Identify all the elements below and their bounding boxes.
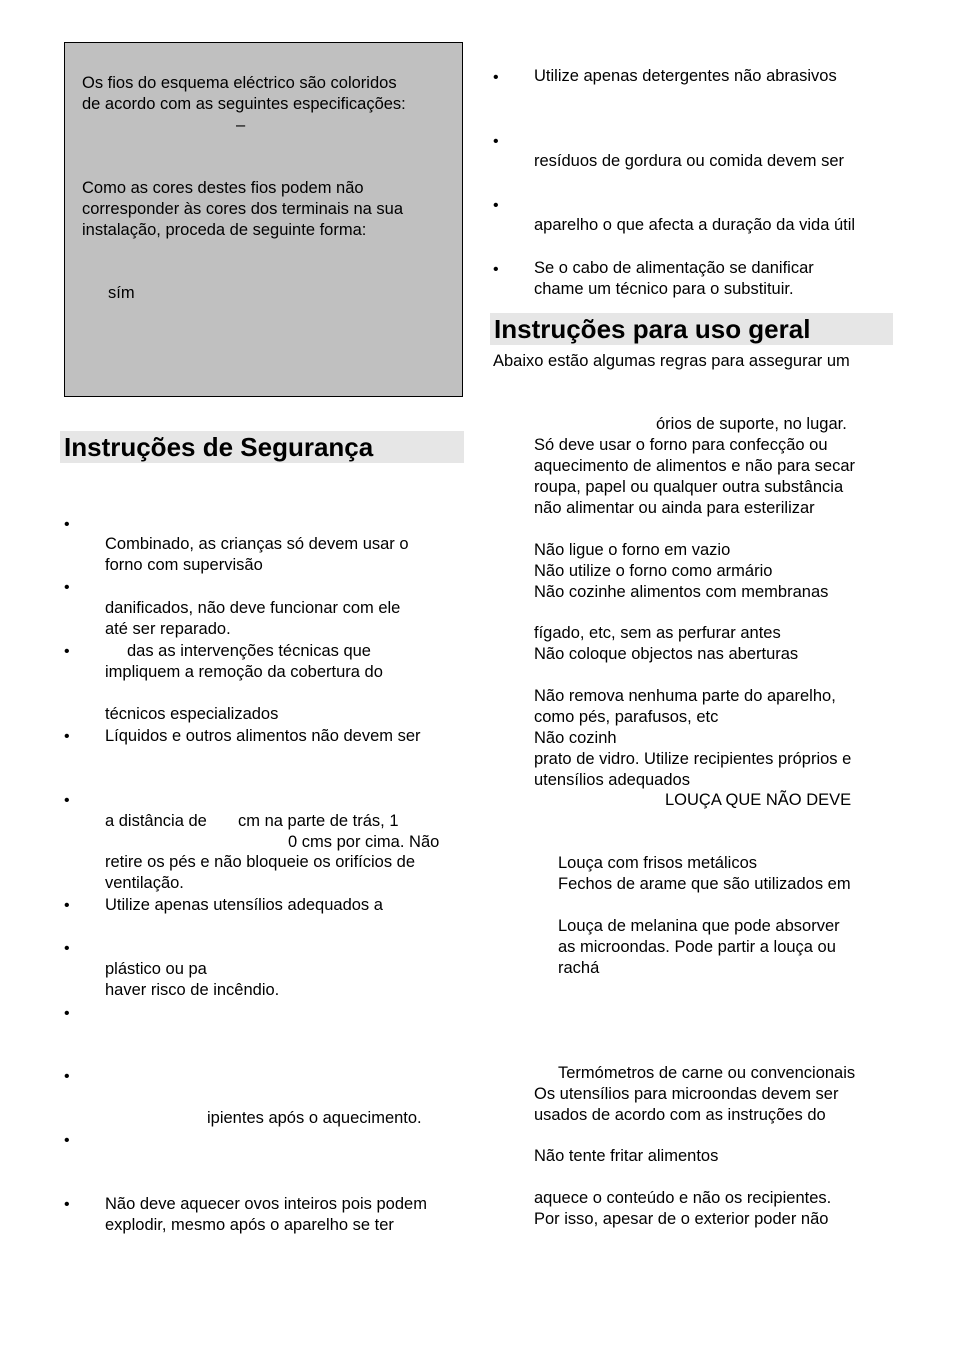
general-line: Não cozinhe alimentos com membranas	[534, 583, 829, 601]
safety-line: retire os pés e não bloqueie os orifícios de	[105, 853, 416, 871]
safety-line: técnicos especializados	[105, 705, 279, 723]
safety-line: danificados, não deve funcionar com ele	[105, 599, 401, 617]
care-line: aparelho o que afecta a duração da vida útil	[534, 216, 856, 234]
safety-line: Combinado, as crianças só devem usar o	[105, 535, 409, 553]
bullet: •	[493, 197, 499, 214]
safety-line: haver risco de incêndio.	[105, 981, 280, 999]
general-line: usados de acordo com as instruções do	[534, 1106, 826, 1124]
general-line: Não tente fritar alimentos	[534, 1147, 719, 1165]
general-line: Fechos de arame que são utilizados em	[558, 875, 851, 893]
bullet: •	[64, 792, 70, 809]
safety-line: 0 cms por cima. Não	[288, 833, 440, 851]
wiring-text-line: de acordo com as seguintes especificações:	[82, 95, 406, 113]
general-line: prato de vidro. Utilize recipientes próprios e	[534, 750, 852, 768]
safety-heading: Instruções de Segurança	[60, 431, 464, 463]
general-line: Não remova nenhuma parte do aparelho,	[534, 687, 836, 705]
safety-line: Líquidos e outros alimentos não devem ser	[105, 727, 421, 745]
bullet: •	[64, 1005, 70, 1022]
safety-line: das as intervenções técnicas que	[127, 642, 371, 660]
care-line: resíduos de gordura ou comida devem ser	[534, 152, 845, 170]
safety-line: forno com supervisão	[105, 556, 263, 574]
general-line: Não utilize o forno como armário	[534, 562, 773, 580]
general-line: não alimentar ou ainda para esterilizar	[534, 499, 815, 517]
general-use-heading: Instruções para uso geral	[490, 313, 893, 345]
general-line: como pés, parafusos, etc	[534, 708, 719, 726]
general-line: rachá	[558, 959, 600, 977]
safety-line: a distância de	[105, 812, 207, 830]
general-line: Os utensílios para microondas devem ser	[534, 1085, 839, 1103]
general-line: roupa, papel ou qualquer outra substância	[534, 478, 844, 496]
wiring-text-line: Como as cores destes fios podem não	[82, 179, 364, 197]
wiring-text-line: Os fios do esquema eléctrico são coloridos	[82, 74, 397, 92]
wiring-text-line: instalação, proceda de seguinte forma:	[82, 221, 367, 239]
bullet: •	[64, 940, 70, 957]
general-line: aquece o conteúdo e não os recipientes.	[534, 1189, 832, 1207]
general-intro: Abaixo estão algumas regras para assegurar um	[493, 352, 850, 370]
general-line: aquecimento de alimentos e não para secar	[534, 457, 856, 475]
general-line: Só deve usar o forno para confecção ou	[534, 436, 828, 454]
safety-line: Utilize apenas utensílios adequados a	[105, 896, 383, 914]
bullet: •	[64, 643, 70, 660]
bullet: •	[64, 1068, 70, 1085]
safety-line: até ser reparado.	[105, 620, 231, 638]
general-line: Louça de melanina que pode absorver	[558, 917, 840, 935]
safety-line: impliquem a remoção da cobertura do	[105, 663, 383, 681]
bullet: •	[64, 1132, 70, 1149]
general-line: Termómetros de carne ou convencionais	[558, 1064, 856, 1082]
care-line: chame um técnico para o substituir.	[534, 280, 794, 298]
care-line: Se o cabo de alimentação se danificar	[534, 259, 814, 277]
wiring-dash: –	[236, 116, 246, 134]
general-line: as microondas. Pode partir a louça ou	[558, 938, 836, 956]
bullet: •	[64, 579, 70, 596]
bullet: •	[493, 133, 499, 150]
bullet: •	[493, 261, 499, 278]
bullet: •	[493, 69, 499, 86]
bullet: •	[64, 516, 70, 533]
care-line: Utilize apenas detergentes não abrasivos	[534, 67, 837, 85]
general-line: Louça com frisos metálicos	[558, 854, 757, 872]
wiring-text-line: sím	[108, 284, 135, 302]
general-line: utensílios adequados	[534, 771, 690, 789]
bullet: •	[64, 1196, 70, 1213]
general-line: Não cozinh	[534, 729, 617, 747]
general-line: Não coloque objectos nas aberturas	[534, 645, 799, 663]
general-line: LOUÇA QUE NÃO DEVE	[665, 791, 852, 809]
safety-line: Não deve aquecer ovos inteiros pois podem	[105, 1195, 427, 1213]
bullet: •	[64, 728, 70, 745]
safety-line: explodir, mesmo após o aparelho se ter	[105, 1216, 394, 1234]
safety-line: ipientes após o aquecimento.	[207, 1109, 422, 1127]
safety-line: cm na parte de trás, 1	[238, 812, 399, 830]
general-line: Por isso, apesar de o exterior poder não	[534, 1210, 829, 1228]
bullet: •	[64, 897, 70, 914]
general-line: Não ligue o forno em vazio	[534, 541, 731, 559]
general-line: órios de suporte, no lugar.	[656, 415, 847, 433]
general-line: fígado, etc, sem as perfurar antes	[534, 624, 781, 642]
wiring-text-line: corresponder às cores dos terminais na sua	[82, 200, 403, 218]
safety-line: plástico ou pa	[105, 960, 207, 978]
safety-line: ventilação.	[105, 874, 184, 892]
